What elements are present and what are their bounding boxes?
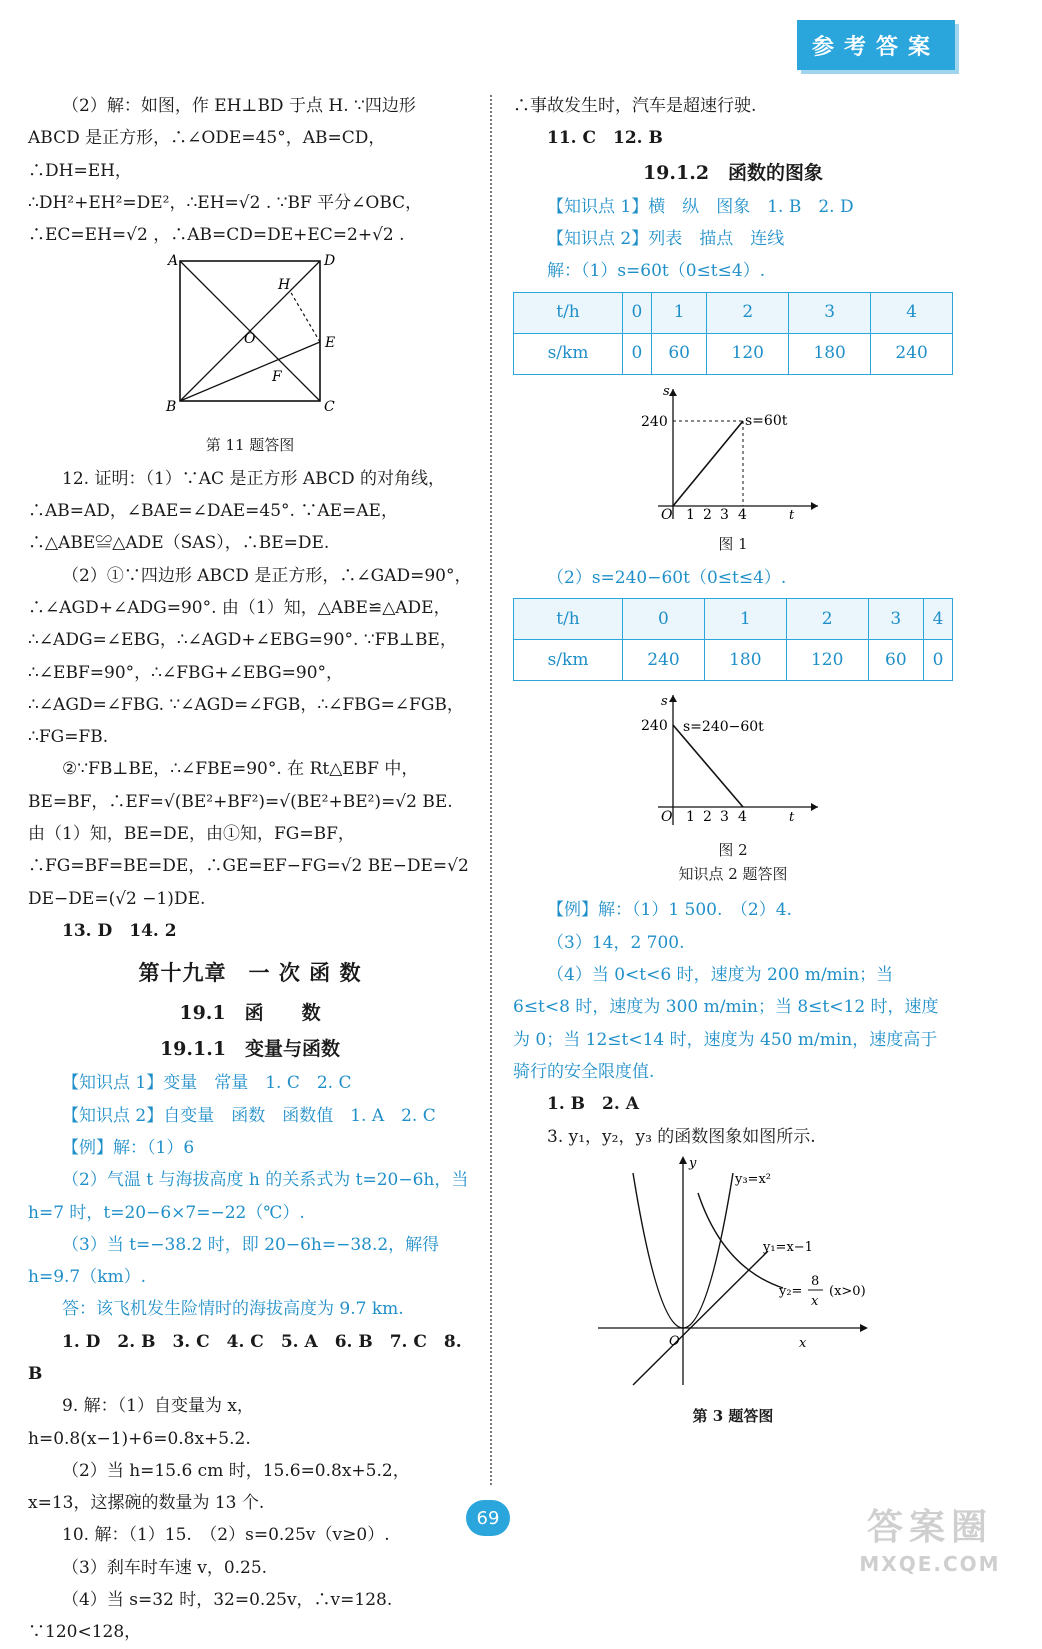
square-diagram xyxy=(140,251,360,421)
label-y3: y₃=x² xyxy=(735,1171,771,1187)
label-b: B xyxy=(166,399,177,416)
origin-label: O xyxy=(661,506,673,521)
left-column xyxy=(28,90,472,1649)
graph-3-caption: 第 3 题答图 xyxy=(692,1407,774,1426)
watermark xyxy=(830,1505,1030,1590)
y-tick-240: 240 xyxy=(641,413,668,430)
table-cell: 0 xyxy=(924,640,953,681)
graph-1-svg xyxy=(613,381,853,521)
x-tick: 4 xyxy=(738,809,747,826)
figure-11-caption: 第 11 题答图 xyxy=(205,435,295,454)
y-axis-label: s xyxy=(661,694,668,710)
x-tick: 1 xyxy=(686,809,695,826)
table-row xyxy=(514,640,953,681)
example-right-3: （3）14，2 700. xyxy=(547,932,685,953)
x-axis-arrow xyxy=(860,1324,868,1332)
x-tick: 1 xyxy=(686,506,695,521)
q11-part2-a: （2）解：如图，作 EH⊥BD 于点 H. ∵四边形 ABCD 是正方形，∴∠ODE=45°，AB=CD，∴DH=EH， xyxy=(28,96,416,181)
origin-label: O xyxy=(661,809,673,826)
label-c: C xyxy=(324,399,335,416)
table-cell: 3 xyxy=(789,292,871,333)
table-cell: 120 xyxy=(707,333,789,374)
multiple-choice-answers: 1. D 2. B 3. C 4. C 5. A 6. B 7. C 8. B xyxy=(28,1331,462,1384)
x-axis-label: x xyxy=(799,1335,807,1351)
table-row xyxy=(514,333,953,374)
line-s60t xyxy=(673,421,743,506)
label-o: O xyxy=(244,331,256,348)
graph-3-svg xyxy=(583,1153,883,1393)
right-column xyxy=(513,90,953,1428)
table-cell: s/km xyxy=(514,333,623,374)
x-tick: 2 xyxy=(703,506,712,521)
knowledge-point-2-right: 【知识点 2】列表 描点 连线 xyxy=(547,228,785,249)
table-cell: 0 xyxy=(623,599,705,640)
y-axis-label: y xyxy=(689,1155,697,1171)
section-19-1: 19.1 函 数 xyxy=(179,1002,321,1025)
figure-11 xyxy=(28,251,472,432)
graph-2 xyxy=(513,687,953,838)
table-cell: 1 xyxy=(651,292,706,333)
knowledge-point-2: 【知识点 2】自变量 函数 函数值 1. A 2. C xyxy=(62,1105,436,1126)
origin-label: O xyxy=(669,1333,680,1349)
y-axis-label: s xyxy=(663,383,670,399)
watermark-line1: 答案圈 xyxy=(866,1507,993,1548)
label-y2-domain: (x>0) xyxy=(829,1283,866,1299)
label-y1: y₁=x−1 xyxy=(763,1239,813,1255)
x-tick: 3 xyxy=(720,809,729,826)
line-label: s=60t xyxy=(745,412,788,429)
q12-part2-b: ②∵FB⊥BE，∴∠FBE=90°. 在 Rt△EBF 中，BE=BF，∴EF=√(BE²+BF²)=√(BE²+BE²)=√2 BE. 由（1）知，BE=DE，由①知，FG=BF，∴FG=BF=BE=DE，∴GE=EF−FG=√2 BE−DE=√2 DE−DE=(√2 −1)DE. xyxy=(28,759,469,909)
x-axis-label: t xyxy=(789,810,795,826)
q11-12-answers: 11. C 12. B xyxy=(547,128,663,149)
table-cell: 0 xyxy=(623,292,652,333)
answer-key-tag: 参考答案 xyxy=(797,20,955,70)
x-tick: 2 xyxy=(703,809,712,826)
x-axis-arrow xyxy=(811,502,818,510)
table-cell: t/h xyxy=(514,599,623,640)
line-s240-60t xyxy=(673,725,743,807)
table-cell: 4 xyxy=(924,599,953,640)
x-tick: 3 xyxy=(720,506,729,521)
table-row xyxy=(514,599,953,640)
example-right-1: 【例】解：（1）1 500. （2）4. xyxy=(547,900,792,921)
x-tick: 4 xyxy=(738,506,747,521)
label-y2-numerator: 8 xyxy=(811,1273,820,1289)
graph-1 xyxy=(513,381,953,532)
example-answer: 答：该飞机发生险情时的海拔高度为 9.7 km. xyxy=(62,1299,404,1320)
table-cell: 1 xyxy=(704,599,786,640)
table-cell: 2 xyxy=(786,599,868,640)
label-h: H xyxy=(278,277,291,294)
solution-part1: 解：（1）s=60t（0≤t≤4）. xyxy=(547,261,766,282)
line-label: s=240−60t xyxy=(683,719,764,736)
table-cell: t/h xyxy=(514,292,623,333)
q11-part2-b: ∴DH²+EH²=DE²，∴EH=√2 . ∵BF 平分∠OBC，∴EC=EH=√2 ，∴AB=CD=DE+EC=2+√2 . xyxy=(28,192,423,246)
graph-3 xyxy=(513,1153,953,1404)
x-axis-arrow xyxy=(811,803,818,811)
q10-part4: （4）当 s=32 时，32=0.25v，∴v=128. ∵120<128， xyxy=(28,1590,393,1643)
graph-1-caption: 图 1 xyxy=(718,534,748,553)
q10-part1: 10. 解：（1）15. （2）s=0.25v（v≥0）. xyxy=(62,1525,390,1546)
column-divider xyxy=(490,95,492,1485)
table-cell: 240 xyxy=(623,640,705,681)
table-cell: 180 xyxy=(704,640,786,681)
label-f: F xyxy=(272,369,282,386)
section-19-1-2: 19.1.2 函数的图象 xyxy=(642,161,824,184)
solution-part2: （2）s=240−60t（0≤t≤4）. xyxy=(547,567,787,588)
chapter-title: 第十九章 一 次 函 数 xyxy=(138,960,362,986)
table-cell: 2 xyxy=(707,292,789,333)
section-19-1-1: 19.1.1 变量与函数 xyxy=(159,1038,341,1061)
q10-conclusion: ∴事故发生时，汽车是超速行驶. xyxy=(513,96,757,116)
table-cell: 60 xyxy=(651,333,706,374)
y-axis-arrow xyxy=(679,1156,687,1164)
table-cell: 0 xyxy=(623,333,652,374)
label-y2-denominator: x xyxy=(811,1293,819,1309)
y-tick-240: 240 xyxy=(641,718,668,735)
knowledge-point-1-right: 【知识点 1】横 纵 图象 1. B 2. D xyxy=(547,196,854,217)
graph-2-svg xyxy=(613,687,853,827)
q9-part1: 9. 解：（1）自变量为 x，h=0.8(x−1)+6=0.8x+5.2. xyxy=(28,1396,254,1449)
page-number: 69 xyxy=(466,1500,510,1536)
table-cell: 3 xyxy=(868,599,923,640)
knowledge-point-1: 【知识点 1】变量 常量 1. C 2. C xyxy=(62,1073,352,1094)
table-cell: 240 xyxy=(871,333,953,374)
q9-part2: （2）当 h=15.6 cm 时，15.6=0.8x+5.2，x=13，这摞碗的数量为 13 个. xyxy=(28,1460,410,1514)
q3-statement: 3. y₁，y₂，y₃ 的函数图象如图所示. xyxy=(547,1126,816,1147)
table-cell: 4 xyxy=(871,292,953,333)
table-cell: 120 xyxy=(786,640,868,681)
x-axis-label: t xyxy=(789,507,795,521)
y-axis-arrow xyxy=(669,389,677,396)
table-cell: 180 xyxy=(789,333,871,374)
graph-2-caption: 图 2 xyxy=(718,841,748,860)
value-table-2 xyxy=(513,598,953,681)
example-part3: （3）当 t=−38.2 时，即 20−6h=−38.2，解得 h=9.7（km）. xyxy=(28,1234,440,1288)
q12-part2-a: （2）①∵四边形 ABCD 是正方形，∴∠GAD=90°，∴∠AGD+∠ADG=90°. 由（1）知，△ABE≌△ADE，∴∠ADG=∠EBG，∴∠AGD+∠EBG=90°. ∵FB⊥BE，∴∠EBF=90°，∴∠FBG+∠EBG=90°，∴∠AGD=∠FBG. ∵∠AGD=∠FGB，∴∠FBG=∠FGB，∴FG=FB. xyxy=(28,565,472,748)
label-y2-prefix: y₂= xyxy=(779,1283,803,1299)
segment-eh xyxy=(290,291,320,342)
mc-answers-right: 1. B 2. A xyxy=(547,1094,639,1115)
table-cell: s/km xyxy=(514,640,623,681)
segment-be xyxy=(180,342,320,401)
example-part2: （2）气温 t 与海拔高度 h 的关系式为 t=20−6h，当 h=7 时，t=20−6×7=−22（℃）. xyxy=(28,1170,469,1223)
y-axis-arrow xyxy=(669,695,677,702)
label-a: A xyxy=(168,253,179,270)
example-part1: 【例】解：（1）6 xyxy=(62,1137,195,1158)
label-d: D xyxy=(324,253,336,270)
q12-part1: 12. 证明：（1）∵AC 是正方形 ABCD 的对角线，∴AB=AD，∠BAE=∠DAE=45°. ∵AE=AE，∴△ABE≌△ADE（SAS），∴BE=DE. xyxy=(28,468,445,554)
q13-14-answers: 13. D 14. 2 xyxy=(62,920,177,941)
example-right-4: （4）当 0<t<6 时，速度为 200 m/min；当 6≤t<8 时，速度为 300 m/min；当 8≤t<12 时，速度为 0；当 12≤t<14 时，速度为 450 m/min，速度高于骑行的安全限度值. xyxy=(513,965,939,1082)
watermark-line2: MXQE.COM xyxy=(859,1552,1001,1576)
value-table-1 xyxy=(513,292,953,375)
table-cell: 60 xyxy=(868,640,923,681)
label-e: E xyxy=(325,335,336,352)
q10-part3: （3）刹车时车速 v，0.25. xyxy=(62,1557,268,1578)
table-row xyxy=(514,292,953,333)
kp2-figure-caption: 知识点 2 题答图 xyxy=(678,865,788,884)
